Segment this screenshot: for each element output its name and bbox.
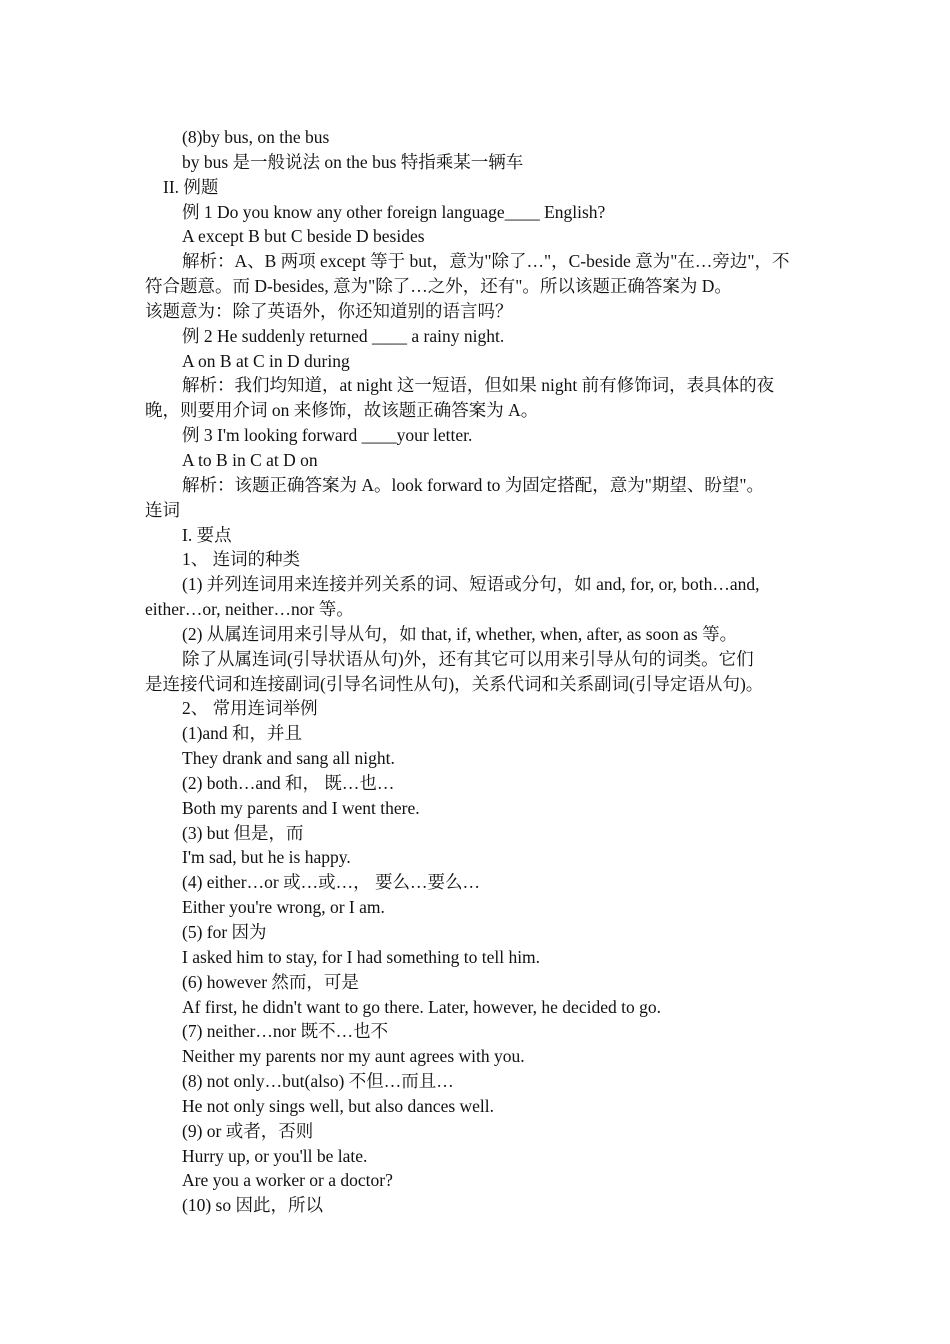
text-line: 符合题意。而 D-besides, 意为"除了…之外，还有"。所以该题正确答案为 D。 bbox=[145, 276, 732, 297]
text-line: 2、 常用连词举例 bbox=[182, 698, 318, 719]
text-line: He not only sings well, but also dances well. bbox=[182, 1095, 495, 1116]
text-line: Hurry up, or you'll be late. bbox=[182, 1145, 368, 1166]
text-line: (5) for 因为 bbox=[182, 922, 267, 942]
text-line: (1) 并列连词用来连接并列关系的词、短语或分句，如 and, for, or, both…and, bbox=[182, 574, 760, 595]
text-line: (8) not only…but(also) 不但…而且… bbox=[182, 1071, 454, 1092]
text-line: A on B at C in D during bbox=[182, 350, 350, 371]
text-line: (3) but 但是，而 bbox=[182, 822, 304, 843]
text-line: Neither my parents nor my aunt agrees with you. bbox=[182, 1046, 525, 1067]
text-line: (8)by bus, on the bus bbox=[182, 127, 330, 147]
text-line: I. 要点 bbox=[182, 524, 232, 545]
text-line: Either you're wrong, or I am. bbox=[182, 897, 385, 918]
text-line: A to B in C at D on bbox=[182, 449, 318, 470]
text-line: 解析：该题正确答案为 A。look forward to 为固定搭配，意为"期望、盼望"。 bbox=[182, 474, 765, 495]
text-line: 是连接代词和连接副词(引导名词性从句)，关系代词和关系副词(引导定语从句)。 bbox=[145, 673, 764, 694]
text-line: 连词 bbox=[145, 499, 180, 520]
text-line: 例 1 Do you know any other foreign language____ English? bbox=[182, 201, 606, 222]
text-line: 该题意为：除了英语外，你还知道别的语言吗？ bbox=[145, 300, 513, 321]
text-line: I asked him to stay, for I had something to tell him. bbox=[182, 946, 541, 967]
text-line: They drank and sang all night. bbox=[182, 748, 395, 769]
text-line: 晚，则要用介词 on 来修饰，故该题正确答案为 A。 bbox=[145, 400, 539, 421]
text-line: Are you a worker or a doctor? bbox=[182, 1170, 393, 1191]
text-line: Both my parents and I went there. bbox=[182, 797, 420, 818]
text-line: A except B but C beside D besides bbox=[182, 226, 425, 247]
text-line: (7) neither…nor 既不…也不 bbox=[182, 1021, 389, 1042]
text-line: 除了从属连词(引导状语从句)外，还有其它可以用来引导从句的词类。它们 bbox=[182, 648, 754, 669]
text-line: by bus 是一般说法 on the bus 特指乘某一辆车 bbox=[182, 151, 524, 172]
text-line: 例 2 He suddenly returned ____ a rainy night. bbox=[182, 325, 505, 346]
text-line: Af first, he didn't want to go there. Later, however, he decided to go. bbox=[182, 996, 661, 1017]
text-line: 例 3 I'm looking forward ____your letter. bbox=[182, 425, 473, 446]
text-line: (9) or 或者，否则 bbox=[182, 1120, 314, 1141]
text-line: 解析：我们均知道，at night 这一短语，但如果 night 前有修饰词，表具体的夜 bbox=[182, 375, 775, 396]
text-line: (10) so 因此，所以 bbox=[182, 1195, 323, 1216]
text-line: (6) however 然而，可是 bbox=[182, 971, 359, 992]
text-line: (2) both…and 和， 既…也… bbox=[182, 772, 395, 793]
text-line: 1、 连词的种类 bbox=[182, 549, 301, 570]
text-line: (2) 从属连词用来引导从句，如 that, if, whether, when, after, as soon as 等。 bbox=[182, 623, 738, 644]
text-line: I'm sad, but he is happy. bbox=[182, 847, 351, 868]
text-line: (4) either…or 或…或…， 要么…要么… bbox=[182, 872, 480, 893]
document-page bbox=[0, 125, 950, 1218]
text-line: II. 例题 bbox=[163, 176, 219, 197]
text-line: either…or, neither…nor 等。 bbox=[145, 599, 354, 620]
text-line: 解析：A、B 两项 except 等于 but，意为"除了…"，C-beside 意为"在…旁边"，不 bbox=[182, 251, 790, 272]
text-line: (1)and 和，并且 bbox=[182, 723, 303, 744]
